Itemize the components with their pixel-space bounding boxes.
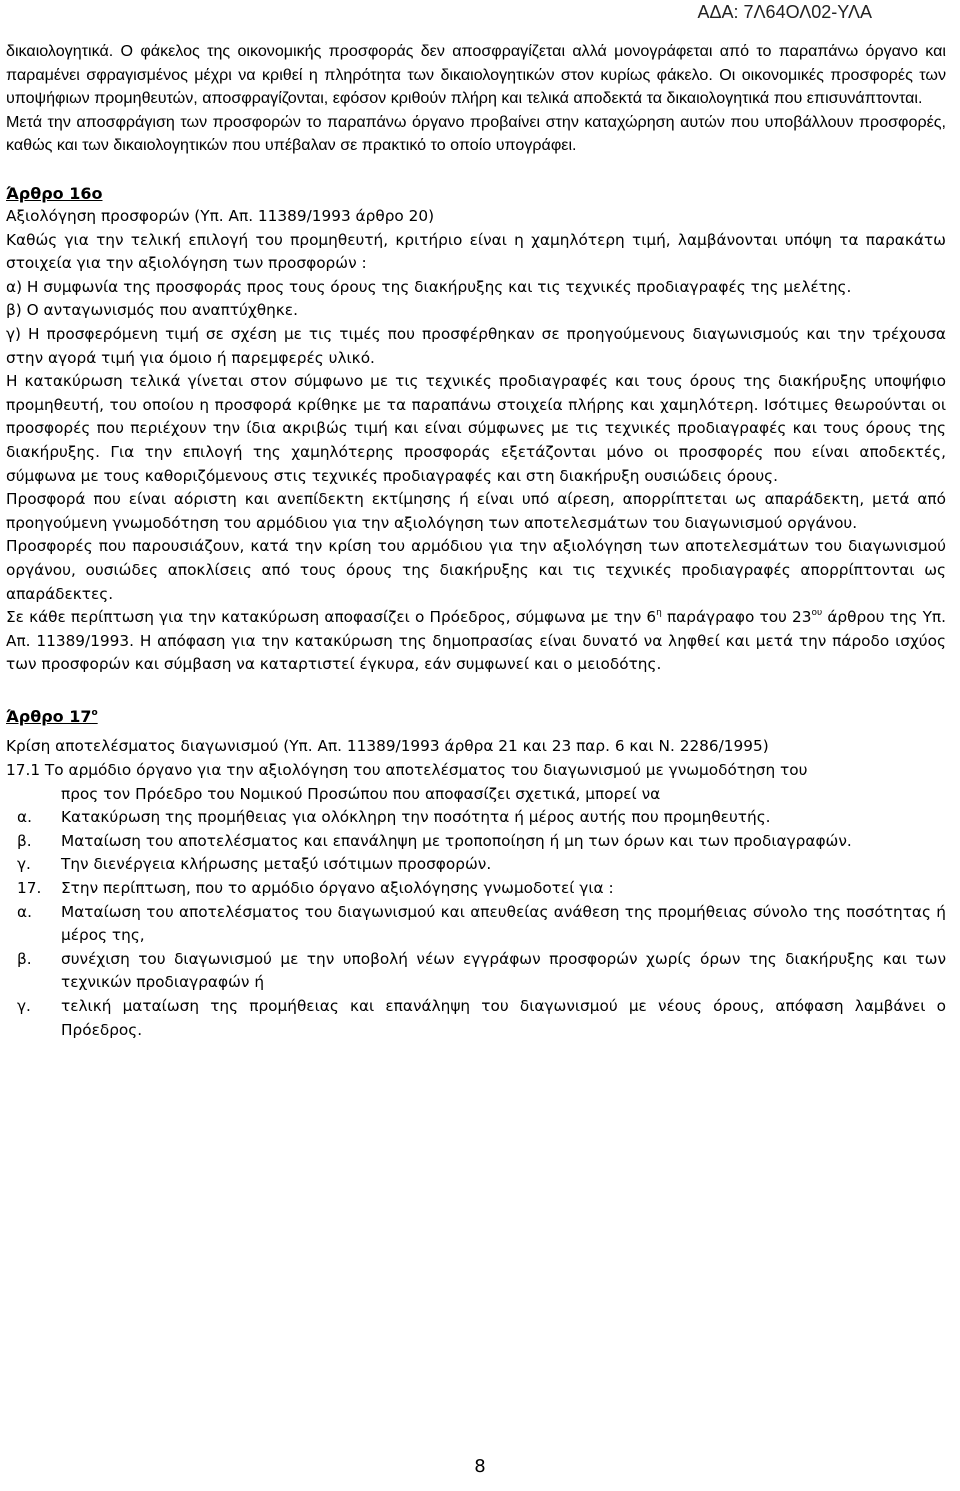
article-16-intro: Καθώς για την τελική επιλογή του προμηθευτή, κριτήριο είναι η χαμηλότερη τιμή, λαμβάνονται υπόψη τα παρακάτω στοιχεία για την αξιολόγηση των προσφορών : [6, 230, 946, 273]
document-body [6, 40, 946, 1042]
award-paragraph: Η κατακύρωση τελικά γίνεται στον σύμφωνο με τις τεχνικές προδιαγραφές και τους όρους της διακήρυξης υποψήφιο προμηθευτή, του οποίου η προσφορά κρίθηκε με τα παραπάνω στοιχεία πλήρης και χαμηλότερη. Ισότιμες θεωρούνται οι προσφορές που περιέχουν την ίδια ακριβώς τιμή και είναι σύμφωνες με τις τεχνικές προδιαγραφές και τους όρους της διακήρυξης. Για την επιλογή της χαμηλότερης προσφοράς εξετάζονται μόνο οι προσφορές που είναι αποδεκτές, σύμφωνα με τους καθοριζόμενους στις τεχνικές προδιαγραφές και στη διακήρυξη ουσιώδεις όρους. [6, 372, 946, 485]
criterion-a: α) Η συμφωνία της προσφοράς προς τους όρους της διακήρυξης και τις τεχνικές προδιαγραφές της μελέτης. [6, 277, 852, 296]
article-16-heading: Άρθρο 16ο [6, 183, 103, 203]
ada-code: ΑΔΑ: 7Λ64ΟΛ02-ΥΛΑ [697, 2, 872, 22]
list-item: γ. Την διενέργεια κλήρωσης μεταξύ ισότιμων προσφορών. [17, 855, 492, 874]
criterion-b: β) Ο ανταγωνισμός που αναπτύχθηκε. [6, 301, 298, 320]
intro-paragraph-1: δικαιολογητικά. Ο φάκελος της οικονομικής προσφοράς δεν αποσφραγίζεται αλλά μονογράφεται από το παραπάνω όργανο και παραμένει σφραγισμένος μέχρι να κριθεί η πληρότητα των δικαιολογητικών στον κυρίως φάκελο. Οι οικονομικές προσφορές των υποψήφιων προμηθευτών, αποσφραγίζονται, εφόσον κριθούν πλήρη και τελικά αποδεκτά τα δικαιολογητικά που επισυνάπτονται. [6, 42, 946, 107]
article-16-subtitle: Αξιολόγηση προσφορών (Υπ. Απ. 11389/1993 άρθρο 20) [6, 207, 435, 225]
list-item: γ. τελική ματαίωση της προμήθειας και επανάληψη του διαγωνισμού με νέους όρους, απόφαση λαμβάνει ο Πρόεδρος. [17, 996, 946, 1039]
decision-paragraph: Σε κάθε περίπτωση για την κατακύρωση αποφασίζει ο Πρόεδρος, σύμφωνα με την $6^\eta$ παράγραφο του $23^{o\upsilon}$ άρθρου της Υπ. Απ. 11389/1993. Η απόφαση για την κατακύρωση της δημοπρασίας είναι δυνατό να ληφθεί και μετά την πάροδο ισχύος των προσφορών και σύμβαση να καταρτιστεί έγκυρα, εάν συμφωνεί και ο μειοδότης. [6, 608, 946, 674]
article-17-1: 17.1 Το αρμόδιο όργανο για την αξιολόγηση του αποτελέσματος του διαγωνισμού με γνωμοδότηση του [6, 760, 808, 779]
page-number: 8 [474, 1456, 486, 1477]
list-item: β. Ματαίωση του αποτελέσματος και επανάληψη με τροποποίηση ή μη των όρων και των προδιαγραφών. [17, 831, 852, 850]
list-item: α. Κατακύρωση της προμήθειας για ολόκληρη την ποσότητα ή μέρος αυτής που προμηθευτής. [17, 808, 771, 827]
criterion-c: γ) Η προσφερόμενη τιμή σε σχέση με τις τιμές που προσφέρθηκαν σε προηγούμενους διαγωνισμούς και την τρέχουσα στην αγορά τιμή για όμοιο ή παρεμφερές υλικό. [6, 324, 946, 367]
article-17-heading: Άρθρο $17^o$ [6, 706, 98, 726]
article-17-subtitle: Κρίση αποτελέσματος διαγωνισμού (Υπ. Απ. 11389/1993 άρθρα 21 και 23 παρ. 6 και Ν. 2286/1995) [6, 737, 769, 756]
list-item: 17. Στην περίπτωση, που το αρμόδιο όργανο αξιολόγησης γνωμοδοτεί για : [17, 878, 614, 897]
rejection-paragraph-2: Προσφορές που παρουσιάζουν, κατά την κρίση του αρμόδιου για την αξιολόγηση των αποτελεσμάτων του διαγωνισμού οργάνου, ουσιώδες αποκλίσεις από τους όρους της διακήρυξης και τις τεχνικές προδιαγραφές απορρίπτονται ως απαράδεκτες. [6, 537, 946, 603]
list-item: α. Ματαίωση του αποτελέσματος του διαγωνισμού και απευθείας ανάθεση της προμήθειας σύνολο της ποσότητας ή μέρος της, [17, 902, 946, 945]
article-17-1-continued: προς τον Πρόεδρο του Νομικού Προσώπου που αποφασίζει σχετικά, μπορεί να [61, 784, 661, 803]
rejection-paragraph-1: Προσφορά που είναι αόριστη και ανεπίδεκτη εκτίμησης ή είναι υπό αίρεση, απορρίπτεται ως απαράδεκτη, μετά από προηγούμενη γνωμοδότηση του αρμόδιου για την αξιολόγηση των αποτελεσμάτων του διαγωνισμού οργάνου. [6, 490, 946, 532]
intro-paragraph-2: Μετά την αποσφράγιση των προσφορών το παραπάνω όργανο προβαίνει στην καταχώρηση αυτών που υποβάλλουν προσφορές, καθώς και των δικαιολογητικών που υπέβαλαν σε πρακτικό το οποίο υπογράφει. [6, 112, 946, 154]
list-item: β. συνέχιση του διαγωνισμού με την υποβολή νέων εγγράφων προσφορών χωρίς όρων της διακήρυξης και των τεχνικών προδιαγραφών ή [17, 949, 946, 992]
